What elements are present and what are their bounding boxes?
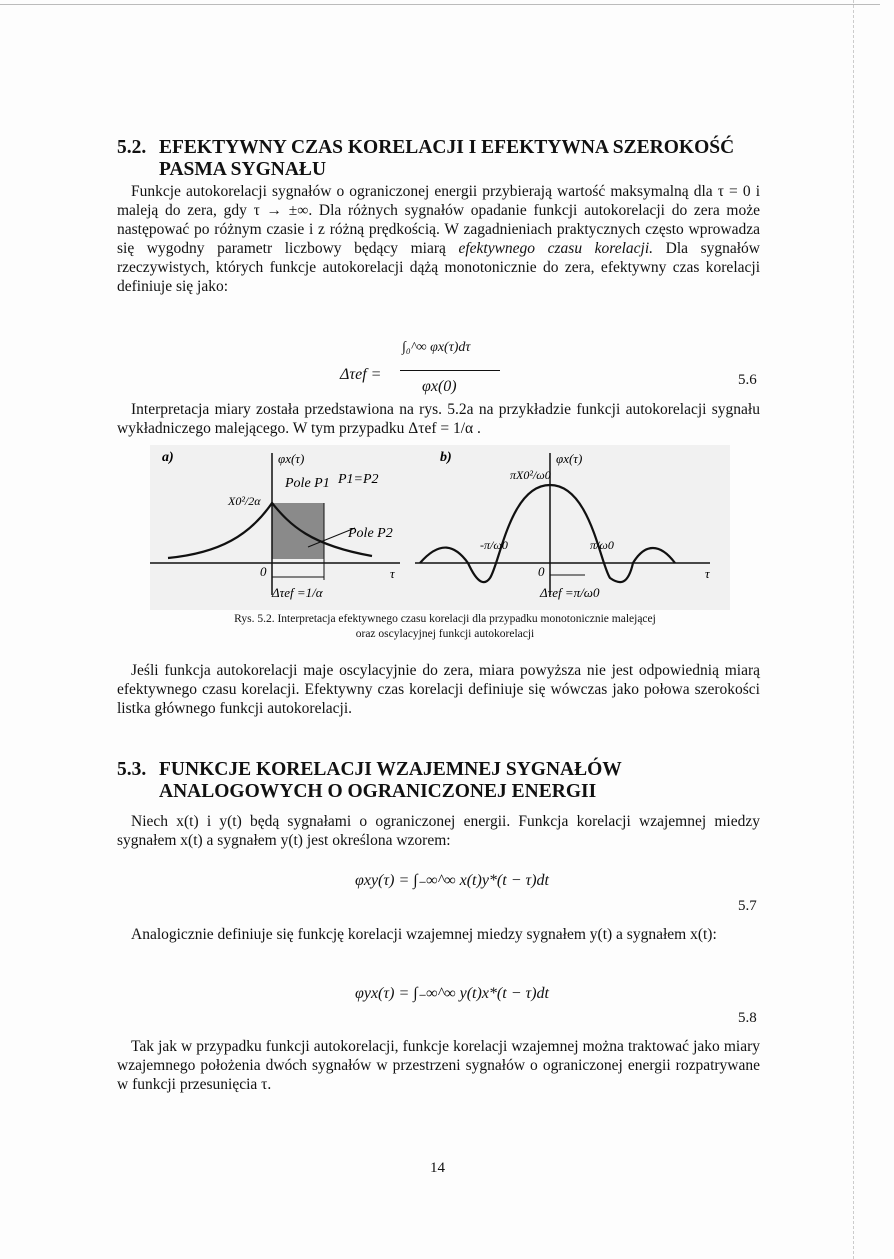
b-peak-label: πX0²/ω0 [510,468,551,482]
caption-line2: oraz oscylacyjnej funkcji autokorelacji [355,628,535,640]
a-peak-label: X0²/2α [228,494,261,508]
b-dt-label: Δτef =π/ω0 [540,585,600,600]
scan-edge-line [0,4,880,5]
para1-text: Funkcje autokorelacji sygnałów o ograniczonej energii przybierają wartość maksymalną dla τ = 0 i maleją do zera, gdy τ → ±∞. Dla różnych sygnałów opadanie funkcji autokorelacji do zera może następować po różnym czasie i z różną prędkością. W zagadnieniach praktycznych często wprowadza się wygodny parametr liczbowy będący miarą [117,183,760,257]
paragraph-6 [117,1037,760,1094]
para6-text: Tak jak w przypadku funkcji autokorelacji, funkcje korelacji wzajemnej można traktować jako miary wzajemnego położenia dwóch sygnałów w przestrzeni sygnałów o ograniczonej energii rozpatrywane w funkcji przesunięcia τ. [117,1038,760,1093]
eq56-denominator: φx(0) [422,378,457,395]
heading-line2: ANALOGOWYCH O OGRANICZONEJ ENERGII [159,781,597,802]
scan-margin [853,0,894,1259]
para5-text: Analogicznie definiuje się funkcję korelacji wzajemnej miedzy sygnałem y(t) a sygnałem x(t): [131,926,717,943]
pole2-label: Pole P2 [348,526,393,541]
figure-background [150,445,730,610]
equation-5-7: φxy(τ) = ∫₋∞^∞ x(t)y*(t − τ)dt [355,872,549,889]
section-5-2-heading [117,137,734,181]
section-number: 5.2. [117,137,147,158]
section-number: 5.3. [117,759,147,780]
eq57-number: 5.7 [738,898,757,914]
paragraph-4 [117,812,760,850]
para1-italic: efektywnego czasu korelacji. [458,240,654,257]
para2-text: Interpretacja miary została przedstawiona na rys. 5.2a na przykładzie funkcji autokorelacji sygnału wykładniczego malejącego. W tym przypadku Δτef = 1/α . [117,401,760,437]
para3-text: Jeśli funkcja autokorelacji maje oscylacyjnie do zera, miara powyższa nie jest odpowiednią miarą efektywnego czasu korelacji. Efektywny czas korelacji definiuje się wówczas jako połowa szerokości listka głównego funkcji autokorelacji. [117,662,760,717]
paragraph-3 [117,661,760,718]
zero-a: 0 [260,564,267,579]
xlabel-b: τ [705,566,710,581]
equation-5-8: φyx(τ) = ∫₋∞^∞ y(t)x*(t − τ)dt [355,985,549,1002]
ylabel-a: φx(τ) [278,451,305,466]
eq56-number: 5.6 [738,372,757,388]
paragraph-2 [117,400,760,438]
section-5-3-heading [117,759,622,803]
xlabel-a: τ [390,566,395,581]
heading-line1: FUNKCJE KORELACJI WZAJEMNEJ SYGNAŁÓW [159,759,622,780]
eq58-number: 5.8 [738,1010,757,1026]
panel-a-label: a) [162,450,174,465]
b-left-label: -π/ω0 [480,538,508,552]
equal-label: P1=P2 [338,472,379,487]
para1-end: Dla sygnałów rzeczywistych, których funkcje autokorelacji dążą monotonicznie do zera, efektywny czas korelacji definiuje się jako: [117,240,760,295]
para4-text: Niech x(t) i y(t) będą sygnałami o ograniczonej energii. Funkcja korelacji wzajemnej miedzy sygnałem x(t) a sygnałem y(t) jest określona wzorem: [117,813,760,849]
zero-b: 0 [538,564,545,579]
figure-5-2 [150,445,730,610]
eq56-lhs: Δτef = [340,366,382,383]
ylabel-b: φx(τ) [556,451,583,466]
paragraph-1 [117,182,760,296]
figure-caption [150,612,740,642]
panel-b-label: b) [440,450,452,465]
a-dt-label: Δτef =1/α [272,585,323,600]
eq56-numerator: ∫₀^∞ φx(τ)dτ [402,340,471,355]
heading-line1: EFEKTYWNY CZAS KORELACJI I EFEKTYWNA SZEROKOŚĆ [159,137,735,158]
heading-line2: PASMA SYGNAŁU [159,159,327,180]
caption-line1: Rys. 5.2. Interpretacja efektywnego czasu korelacji dla przypadku monotonicznie malejącej [234,613,656,625]
b-right-label: π/ω0 [590,538,614,552]
page-number: 14 [430,1160,445,1176]
pole1-label: Pole P1 [285,476,330,491]
paragraph-5 [117,925,760,944]
